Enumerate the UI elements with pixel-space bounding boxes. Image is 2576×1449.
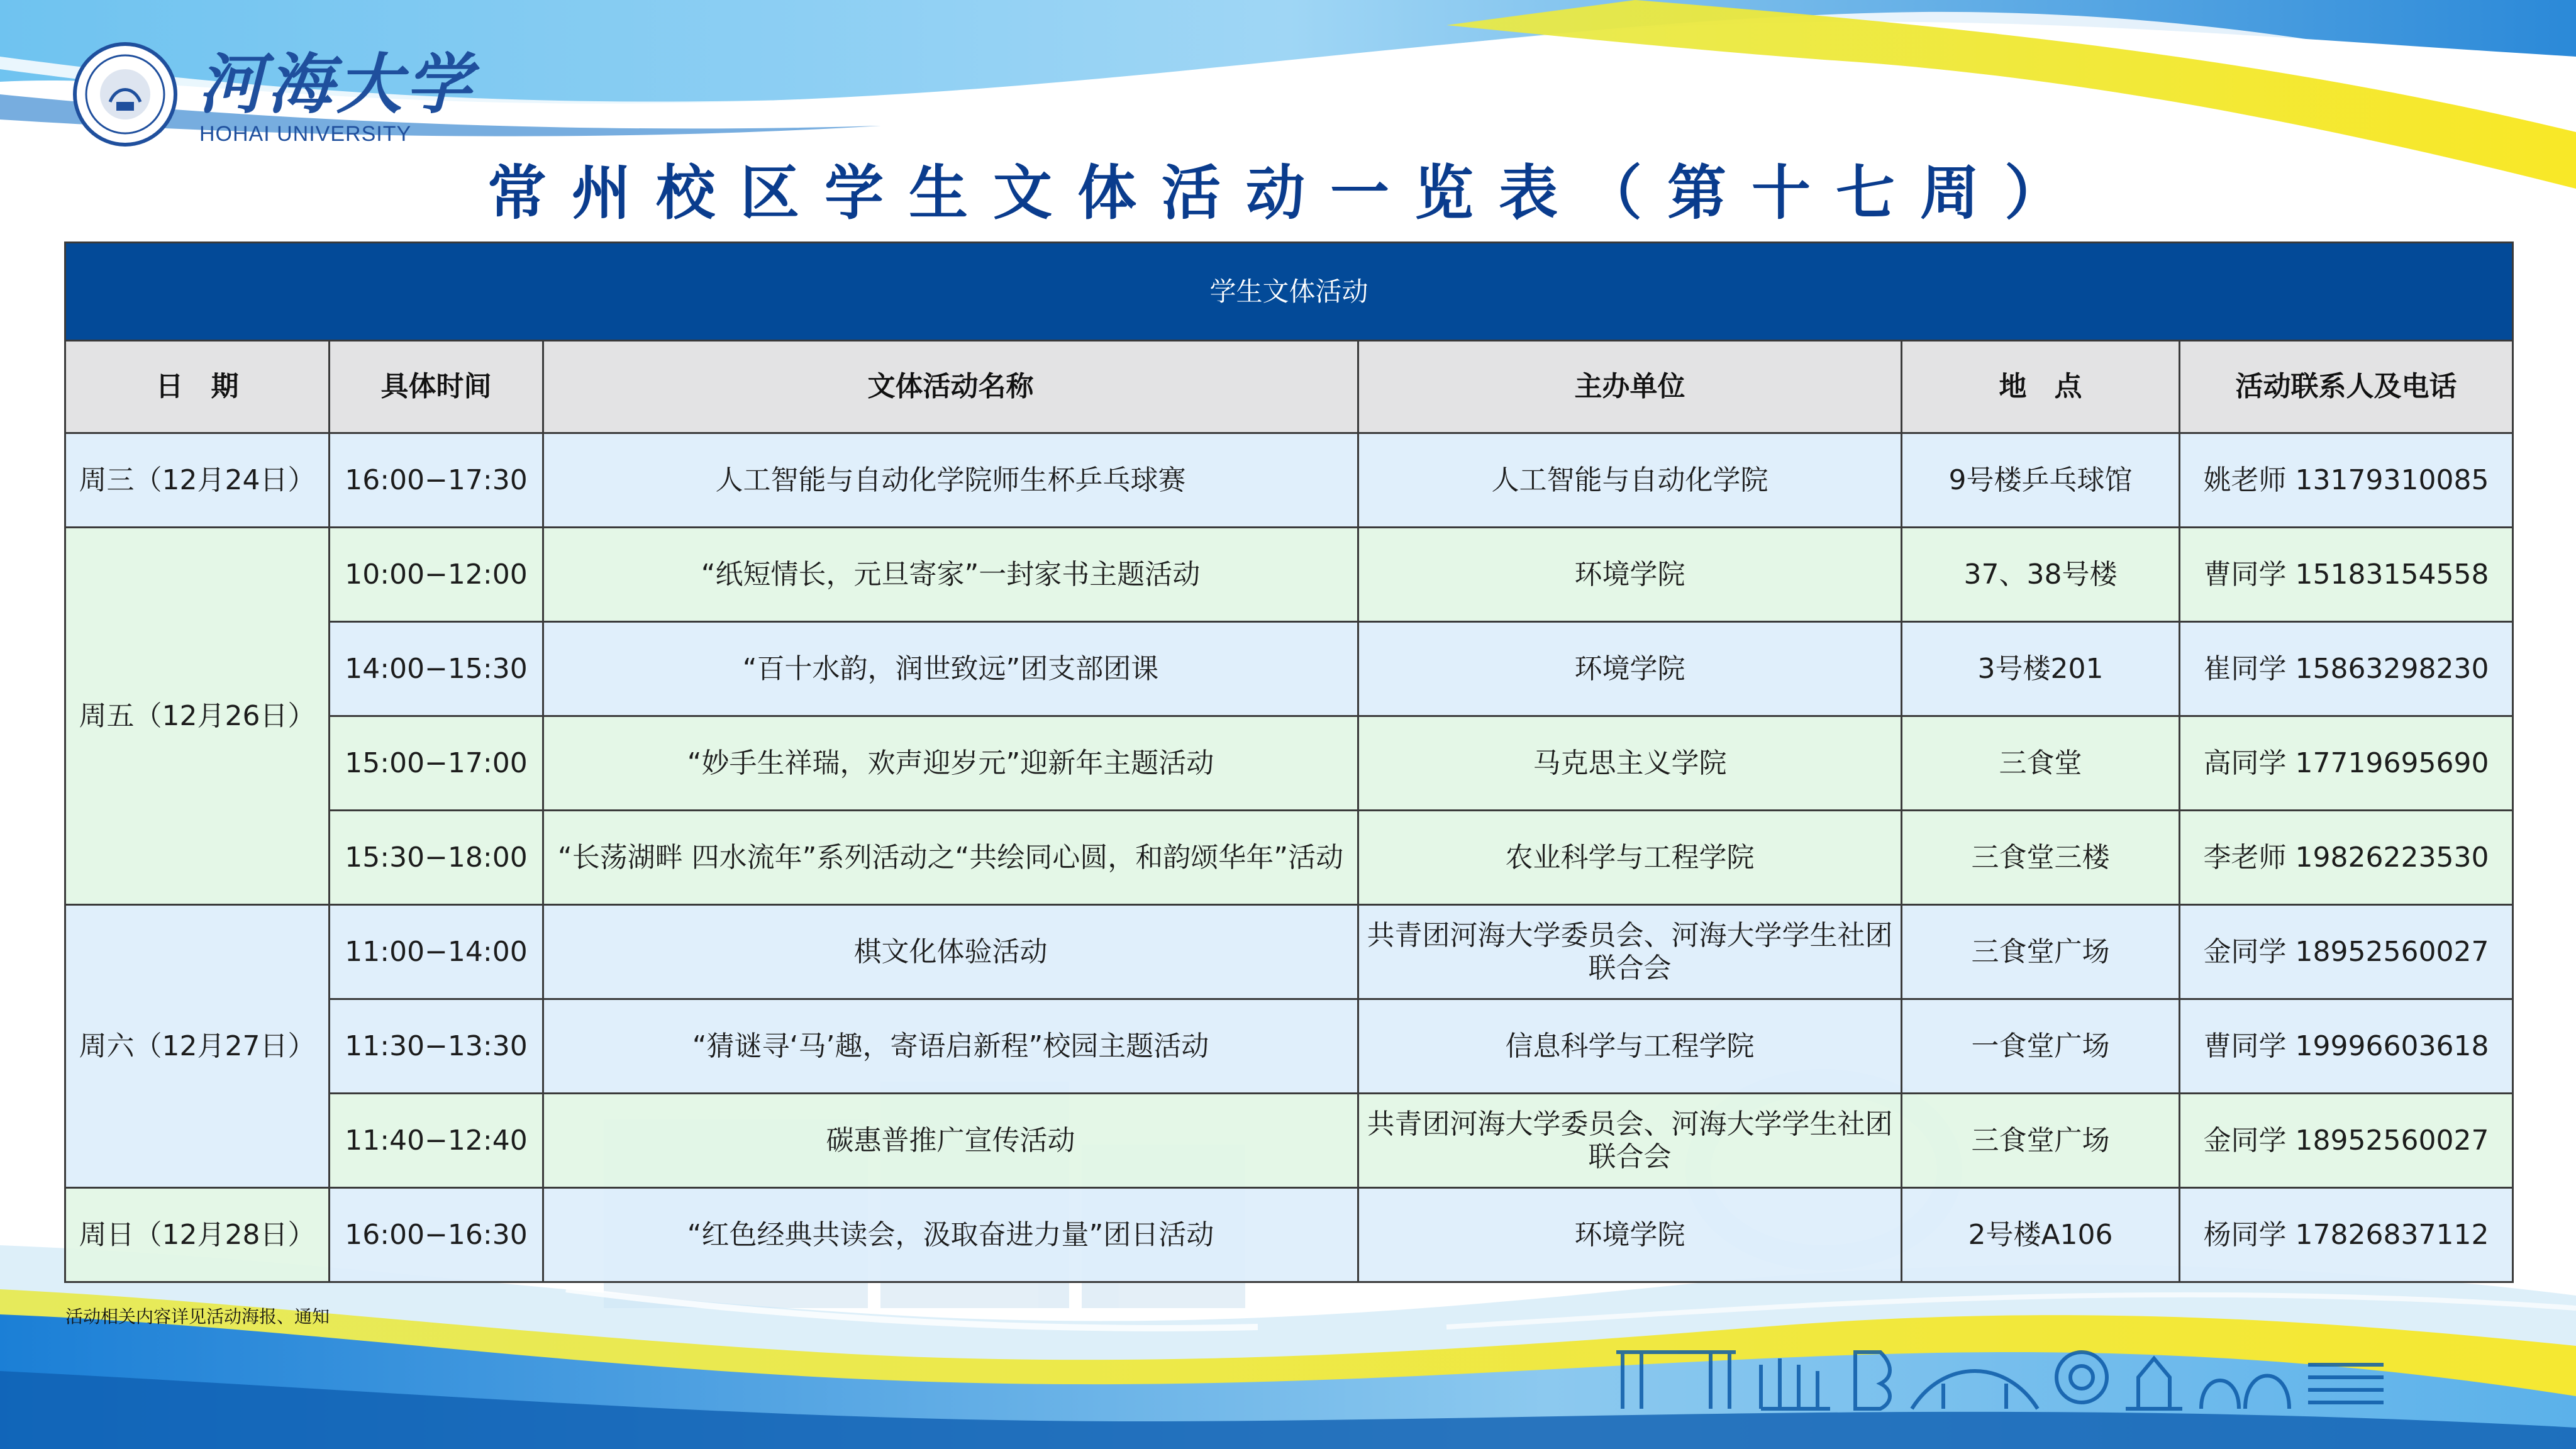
header-location: 地 点 [1902, 341, 2180, 433]
activity-name-cell: “长荡湖畔 四水流年”系列活动之“共绘同心圆，和韵颂华年”活动 [543, 811, 1358, 905]
contact-cell: 曹同学 15183154558 [2180, 528, 2513, 622]
date-cell: 周五（12月26日） [65, 528, 330, 905]
activity-name-cell: “百十水韵，润世致远”团支部团课 [543, 622, 1358, 716]
date-cell: 周六（12月27日） [65, 905, 330, 1188]
table-row [65, 528, 2513, 622]
page-title: 常州校区学生文体活动一览表（第十七周） [487, 159, 2089, 228]
organizer-cell: 共青团河海大学委员会、河海大学学生社团联合会 [1358, 1094, 1902, 1188]
time-cell: 16:00−17:30 [330, 433, 543, 528]
organizer-cell: 信息科学与工程学院 [1358, 999, 1902, 1094]
activity-name-cell: “妙手生祥瑞，欢声迎岁元”迎新年主题活动 [543, 716, 1358, 811]
organizer-cell: 环境学院 [1358, 1188, 1902, 1282]
table-row [65, 622, 2513, 716]
table-row [65, 433, 2513, 528]
activity-table [64, 242, 2514, 1283]
contact-cell: 崔同学 15863298230 [2180, 622, 2513, 716]
header-contact: 活动联系人及电话 [2180, 341, 2513, 433]
activity-name-cell: 棋文化体验活动 [543, 905, 1358, 999]
organizer-cell: 马克思主义学院 [1358, 716, 1902, 811]
location-cell: 2号楼A106 [1902, 1188, 2180, 1282]
location-cell: 37、38号楼 [1902, 528, 2180, 622]
table-header-row [65, 341, 2513, 433]
activity-name-cell: “红色经典共读会，汲取奋进力量”团日活动 [543, 1188, 1358, 1282]
location-cell: 三食堂广场 [1902, 1094, 2180, 1188]
activity-name-cell: “纸短情长，元旦寄家”一封家书主题活动 [543, 528, 1358, 622]
table-row [65, 1188, 2513, 1282]
contact-cell: 曹同学 19996603618 [2180, 999, 2513, 1094]
contact-cell: 金同学 18952560027 [2180, 1094, 2513, 1188]
contact-cell: 杨同学 17826837112 [2180, 1188, 2513, 1282]
campus-skyline-icon [1616, 1340, 2390, 1415]
organizer-cell: 农业科学与工程学院 [1358, 811, 1902, 905]
time-cell: 11:00−14:00 [330, 905, 543, 999]
contact-cell: 金同学 18952560027 [2180, 905, 2513, 999]
activity-table-container [64, 242, 2512, 1283]
location-cell: 三食堂三楼 [1902, 811, 2180, 905]
header-date: 日 期 [65, 341, 330, 433]
organizer-cell: 人工智能与自动化学院 [1358, 433, 1902, 528]
contact-cell: 姚老师 13179310085 [2180, 433, 2513, 528]
organizer-cell: 环境学院 [1358, 622, 1902, 716]
date-cell: 周日（12月28日） [65, 1188, 330, 1282]
contact-cell: 高同学 17719695690 [2180, 716, 2513, 811]
table-row [65, 811, 2513, 905]
contact-cell: 李老师 19826223530 [2180, 811, 2513, 905]
activity-name-cell: 碳惠普推广宣传活动 [543, 1094, 1358, 1188]
table-row [65, 716, 2513, 811]
time-cell: 15:00−17:00 [330, 716, 543, 811]
location-cell: 三食堂广场 [1902, 905, 2180, 999]
header-activity-name: 文体活动名称 [543, 341, 1358, 433]
table-row [65, 1094, 2513, 1188]
organizer-cell: 共青团河海大学委员会、河海大学学生社团联合会 [1358, 905, 1902, 999]
time-cell: 11:40−12:40 [330, 1094, 543, 1188]
university-seal-icon [72, 42, 178, 147]
location-cell: 9号楼乒乓球馆 [1902, 433, 2180, 528]
date-cell: 周三（12月24日） [65, 433, 330, 528]
time-cell: 10:00−12:00 [330, 528, 543, 622]
university-name-cn: 河海大学 [198, 45, 475, 123]
time-cell: 15:30−18:00 [330, 811, 543, 905]
table-row [65, 905, 2513, 999]
table-row [65, 999, 2513, 1094]
header-time: 具体时间 [330, 341, 543, 433]
time-cell: 14:00−15:30 [330, 622, 543, 716]
table-banner: 学生文体活动 [65, 243, 2513, 341]
time-cell: 16:00−16:30 [330, 1188, 543, 1282]
university-name-en: HOHAI UNIVERSITY [199, 122, 412, 146]
activity-name-cell: 人工智能与自动化学院师生杯乒乓球赛 [543, 433, 1358, 528]
footnote: 活动相关内容详见活动海报、通知 [65, 1306, 330, 1327]
time-cell: 11:30−13:30 [330, 999, 543, 1094]
activity-name-cell: “猜谜寻‘马’趣，寄语启新程”校园主题活动 [543, 999, 1358, 1094]
organizer-cell: 环境学院 [1358, 528, 1902, 622]
location-cell: 三食堂 [1902, 716, 2180, 811]
header-organizer: 主办单位 [1358, 341, 1902, 433]
location-cell: 一食堂广场 [1902, 999, 2180, 1094]
university-logo [72, 42, 513, 155]
location-cell: 3号楼201 [1902, 622, 2180, 716]
